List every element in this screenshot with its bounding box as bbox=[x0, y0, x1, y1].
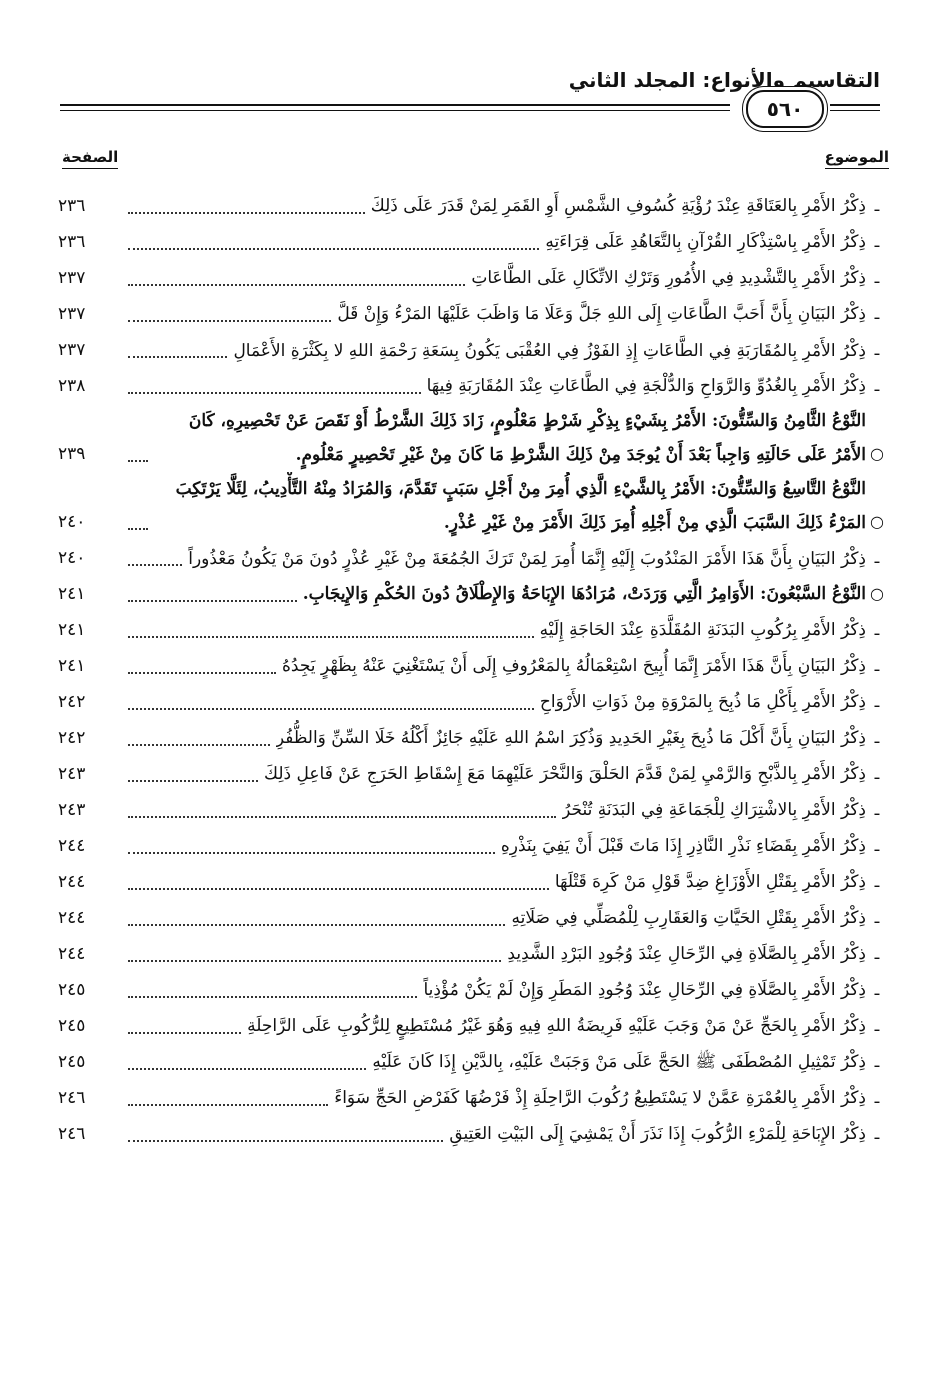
table-of-contents bbox=[58, 188, 888, 1152]
toc-page-number: ٢٤٣ bbox=[58, 800, 86, 820]
toc-page-number: ٢٤٠ bbox=[58, 548, 86, 568]
toc-entry-text: النَّوْعُ التَّاسِعُ وَالسِّتُّونَ: الأَمْرُ بِالشَّيْءِ الَّذِي أُمِرَ مِنْ أَجْلِ سَبَبٍ تَقَدَّمَ، وَالمُرَادُ مِنْهُ التَّأْدِيبُ، لِئَلَّا يَرْتَكِبَ المَرْءُ ذَلِكَ السَّبَبَ الَّذِي مِنْ أَجْلِهِ أُمِرَ ذَلِكَ الأَمْرَ مِنْ غَيْرِ عُذْرٍ. bbox=[175, 479, 866, 533]
toc-item-row bbox=[58, 260, 888, 296]
toc-entry-text: ذِكْرُ الأَمْرِ بِقَضَاءِ نَذْرِ النَّاذِرِ إِذَا مَاتَ قَبْلَ أَنْ يَفِيَ بِنَذْرِهِ bbox=[500, 836, 866, 856]
dot-leader bbox=[128, 248, 539, 250]
toc-entry-text: ذِكْرُ الأَمْرِ بِالعَتَاقَةِ عِنْدَ رُؤْيَةِ كُسُوفِ الشَّمْسِ أَوِ القَمَرِ لِمَنْ قَدَرَ عَلَى ذَلِكَ bbox=[370, 196, 866, 216]
dot-leader bbox=[128, 888, 549, 890]
toc-page-number: ٢٤٥ bbox=[58, 1052, 86, 1072]
toc-entry-text: ذِكْرُ الأَمْرِ بِالتَّشْدِيدِ فِي الأُمُورِ وَتَرْكِ الاتِّكَالِ عَلَى الطَّاعَاتِ bbox=[471, 268, 866, 288]
toc-item-row bbox=[58, 684, 888, 720]
item-dash-icon: ـ bbox=[874, 872, 880, 891]
dot-leader bbox=[128, 996, 417, 998]
toc-item-row bbox=[58, 612, 888, 648]
toc-item-row bbox=[58, 540, 888, 576]
toc-item-row bbox=[58, 1116, 888, 1152]
toc-entry-text: النَّوْعُ السَّبْعُونَ: الأَوَامِرُ الَّتِي وَرَدَتْ، مُرَادُهَا الإِبَاحَةُ وَالإِطْلَاقُ دُونَ الحُكْمِ وَالإِيجَابِ. bbox=[302, 584, 866, 604]
toc-item-row bbox=[58, 224, 888, 260]
toc-item-row bbox=[58, 1080, 888, 1116]
dot-leader bbox=[128, 460, 148, 462]
item-dash-icon: ـ bbox=[874, 620, 880, 639]
dot-leader bbox=[128, 356, 227, 358]
toc-entry-text: ذِكْرُ البَيَانِ بِأَنَّ هَذَا الأَمْرَ إِنَّمَا أُبِيحَ اسْتِعْمَالُهُ بِالمَعْرُوفِ إِلَى أَنْ يَسْتَغْنِيَ عَنْهُ بِظَهْرٍ يَجِدُهُ bbox=[281, 656, 866, 676]
item-dash-icon: ـ bbox=[874, 304, 880, 323]
dot-leader bbox=[128, 1140, 443, 1142]
column-header-page: الصفحة bbox=[62, 148, 118, 166]
toc-item-row bbox=[58, 1044, 888, 1080]
toc-item-row bbox=[58, 368, 888, 404]
toc-section-row bbox=[58, 576, 888, 612]
toc-page-number: ٢٤٠ bbox=[58, 512, 86, 532]
toc-entry-text: ذِكْرُ الأَمْرِ بِالعُمْرَةِ عَمَّنْ لا يَسْتَطِيعُ رُكُوبَ الرَّاحِلَةِ إِذْ فَرْضُهَا كَفَرْضِ الحَجِّ سَوَاءً bbox=[334, 1088, 866, 1108]
toc-entry-text: ذِكْرُ البَيَانِ بِأَنَّ أَكْلَ مَا ذُبِحَ بِغَيْرِ الحَدِيدِ وَذُكِرَ اسْمُ اللهِ عَلَيْهِ جَائِزٌ أَكْلُهُ خَلَا السِّنِّ وَالظُّفُرِ bbox=[275, 728, 866, 748]
item-dash-icon: ـ bbox=[874, 268, 880, 287]
toc-entry-text: ذِكْرُ الأَمْرِ بِرُكُوبِ البَدَنَةِ المُقَلَّدَةِ عِنْدَ الحَاجَةِ إِلَيْهِ bbox=[539, 620, 866, 640]
toc-entry-text: ذِكْرُ الأَمْرِ بِالذَّبْحِ وَالرَّمْيِ لِمَنْ قَدَّمَ الحَلْقَ وَالنَّحْرَ عَلَيْهِمَا مَعَ إِسْقَاطِ الحَرَجِ عَنْ فَاعِلِ ذَلِكَ bbox=[264, 764, 866, 784]
toc-page-number: ٢٤٤ bbox=[58, 836, 86, 856]
toc-item-row bbox=[58, 332, 888, 368]
item-dash-icon: ـ bbox=[874, 764, 880, 783]
toc-page-number: ٢٣٧ bbox=[58, 340, 86, 360]
toc-page-number: ٢٤٥ bbox=[58, 1016, 86, 1036]
item-dash-icon: ـ bbox=[874, 800, 880, 819]
toc-item-row bbox=[58, 1008, 888, 1044]
toc-page-number: ٢٤١ bbox=[58, 656, 86, 676]
item-dash-icon: ـ bbox=[874, 692, 880, 711]
toc-page-number: ٢٤١ bbox=[58, 620, 86, 640]
toc-page-number: ٢٣٦ bbox=[58, 232, 86, 252]
page-number: ٥٦٠ bbox=[746, 90, 824, 128]
toc-item-row bbox=[58, 972, 888, 1008]
toc-entry-text: ذِكْرُ البَيَانِ بِأَنَّ هَذَا الأَمْرَ المَنْدُوبَ إِلَيْهِ إِنَّمَا أُمِرَ لِمَنْ تَرَكَ الجُمُعَةَ مِنْ غَيْرِ عُذْرٍ دُونَ مَنْ يَكُونُ مَعْذُوراً bbox=[188, 549, 866, 569]
dot-leader bbox=[128, 960, 501, 962]
item-dash-icon: ـ bbox=[874, 908, 880, 927]
item-dash-icon: ـ bbox=[874, 1052, 880, 1071]
toc-page-number: ٢٤٦ bbox=[58, 1088, 86, 1108]
dot-leader bbox=[128, 392, 421, 394]
dot-leader bbox=[128, 1032, 241, 1034]
toc-page-number: ٢٣٨ bbox=[58, 376, 86, 396]
page-header bbox=[60, 68, 880, 128]
dot-leader bbox=[128, 320, 331, 322]
book-title: التقاسيم والأنواع: المجلد الثاني bbox=[568, 68, 880, 92]
toc-page-number: ٢٤٤ bbox=[58, 872, 86, 892]
item-dash-icon: ـ bbox=[874, 836, 880, 855]
toc-entry-text: ذِكْرُ الأَمْرِ بِالصَّلَاةِ فِي الرِّحَالِ عِنْدَ وُجُودِ البَرْدِ الشَّدِيدِ bbox=[507, 944, 866, 964]
toc-entry-text: ذِكْرُ الأَمْرِ بِالاشْتِرَاكِ لِلْجَمَاعَةِ فِي البَدَنَةِ تُنْحَرُ bbox=[562, 800, 866, 820]
toc-entry-text: ذِكْرُ الأَمْرِ بِاسْتِذْكَارِ القُرْآنِ بِالتَّعَاهُدِ عَلَى قِرَاءَتِهِ bbox=[545, 232, 866, 252]
toc-entry-text: النَّوْعُ الثَّامِنُ وَالسِّتُّونَ: الأَمْرُ بِشَيْءٍ بِذِكْرِ شَرْطٍ مَعْلُومٍ، زَادَ ذَلِكَ الشَّرْطُ أَوْ نَقَصَ عَنْ تَحْصِيرِهِ، كَانَ الأَمْرُ عَلَى حَالَتِهِ وَاجِباً بَعْدَ أَنْ يُوجَدَ مِنْ ذَلِكَ الشَّرْطِ مَا كَانَ مِنْ غَيْرِ تَحْصِيرٍ مَعْلُومٍ. bbox=[188, 411, 866, 465]
dot-leader bbox=[128, 1068, 366, 1070]
dot-leader bbox=[128, 816, 556, 818]
toc-item-row bbox=[58, 188, 888, 224]
toc-item-row bbox=[58, 900, 888, 936]
toc-entry-text: ذِكْرُ الأَمْرِ بِالحَجِّ عَنْ مَنْ وَجَبَ عَلَيْهِ فَرِيضَةُ اللهِ فِيهِ وَهُوَ غَيْرُ مُسْتَطِيعٍ لِلرُّكُوبِ عَلَى الرَّاحِلَةِ bbox=[247, 1016, 866, 1036]
toc-page-number: ٢٣٦ bbox=[58, 196, 86, 216]
toc-page-number: ٢٤٦ bbox=[58, 1124, 86, 1144]
toc-entry-text: ذِكْرُ الأَمْرِ بِقَتْلِ الأَوْزَاغِ ضِدَّ قَوْلِ مَنْ كَرِهَ قَتْلَهَا bbox=[554, 872, 866, 892]
dot-leader bbox=[128, 1104, 328, 1106]
section-marker-icon: ○ bbox=[870, 584, 884, 603]
toc-page-number: ٢٣٧ bbox=[58, 268, 86, 288]
dot-leader bbox=[128, 852, 495, 854]
item-dash-icon: ـ bbox=[874, 980, 880, 999]
toc-item-row bbox=[58, 828, 888, 864]
toc-entry-text: ذِكْرُ البَيَانِ بِأَنَّ أَحَبَّ الطَّاعَاتِ إِلَى اللهِ جَلَّ وَعَلَا مَا وَاظَبَ عَلَيْهَا المَرْءُ وَإِنْ قَلَّ bbox=[337, 304, 866, 324]
toc-page-number: ٢٤٥ bbox=[58, 980, 86, 1000]
toc-entry-text: ذِكْرُ الأَمْرِ بِالغُدُوِّ وَالرَّوَاحِ وَالدُّلْجَةِ فِي الطَّاعَاتِ عِنْدَ المُقَارَبَةِ فِيهَا bbox=[426, 376, 866, 396]
toc-page-number: ٢٣٩ bbox=[58, 444, 86, 464]
toc-page-number: ٢٤٤ bbox=[58, 944, 86, 964]
toc-item-row bbox=[58, 296, 888, 332]
item-dash-icon: ـ bbox=[874, 548, 880, 567]
toc-item-row bbox=[58, 648, 888, 684]
item-dash-icon: ـ bbox=[874, 728, 880, 747]
toc-page-number: ٢٤٣ bbox=[58, 764, 86, 784]
item-dash-icon: ـ bbox=[874, 1088, 880, 1107]
dot-leader bbox=[128, 924, 505, 926]
toc-entry-text: ذِكْرُ الإِبَاحَةِ لِلْمَرْءِ الرُّكُوبَ إِذَا نَذَرَ أَنْ يَمْشِيَ إِلَى البَيْتِ العَتِيقِ bbox=[449, 1124, 866, 1144]
toc-page-number: ٢٤٢ bbox=[58, 692, 86, 712]
section-marker-icon: ○ bbox=[870, 444, 884, 463]
toc-page-number: ٢٤١ bbox=[58, 584, 86, 604]
dot-leader bbox=[128, 212, 365, 214]
header-rule bbox=[60, 110, 730, 111]
toc-item-row bbox=[58, 792, 888, 828]
header-rule bbox=[830, 104, 880, 106]
toc-item-row bbox=[58, 864, 888, 900]
header-rule bbox=[830, 110, 880, 111]
toc-page-number: ٢٣٧ bbox=[58, 304, 86, 324]
column-header-subject: الموضوع bbox=[825, 148, 889, 166]
section-marker-icon: ○ bbox=[870, 512, 884, 531]
item-dash-icon: ـ bbox=[874, 656, 880, 675]
toc-section-row bbox=[58, 472, 888, 540]
toc-page-number: ٢٤٢ bbox=[58, 728, 86, 748]
toc-section-row bbox=[58, 404, 888, 472]
item-dash-icon: ـ bbox=[874, 1124, 880, 1143]
toc-item-row bbox=[58, 720, 888, 756]
item-dash-icon: ـ bbox=[874, 1016, 880, 1035]
toc-entry-text: ذِكْرُ الأَمْرِ بِأَكْلِ مَا ذُبِحَ بِالمَرْوَةِ مِنْ ذَوَاتِ الأَرْوَاحِ bbox=[539, 692, 866, 712]
item-dash-icon: ـ bbox=[874, 196, 880, 215]
dot-leader bbox=[128, 780, 258, 782]
item-dash-icon: ـ bbox=[874, 232, 880, 251]
item-dash-icon: ـ bbox=[874, 376, 880, 395]
toc-entry-text: ذِكْرُ تَمْثِيلِ المُصْطَفَى ﷺ الحَجَّ عَلَى مَنْ وَجَبَتْ عَلَيْهِ، بِالدَّيْنِ إِذَا كَانَ عَلَيْهِ bbox=[372, 1052, 866, 1072]
dot-leader bbox=[128, 528, 148, 530]
toc-entry-text: ذِكْرُ الأَمْرِ بِالصَّلَاةِ فِي الرِّحَالِ عِنْدَ وُجُودِ المَطَرِ وَإِنْ لَمْ يَكُنْ مُؤْذِياً bbox=[423, 980, 866, 1000]
toc-item-row bbox=[58, 936, 888, 972]
item-dash-icon: ـ bbox=[874, 340, 880, 359]
header-rule bbox=[60, 104, 730, 106]
toc-item-row bbox=[58, 756, 888, 792]
dot-leader bbox=[128, 636, 534, 638]
toc-page-number: ٢٤٤ bbox=[58, 908, 86, 928]
toc-entry-text: ذِكْرُ الأَمْرِ بِقَتْلِ الحَيَّاتِ وَالعَقَارِبِ لِلْمُصَلِّي فِي صَلَاتِهِ bbox=[511, 908, 866, 928]
item-dash-icon: ـ bbox=[874, 944, 880, 963]
dot-leader bbox=[128, 600, 297, 602]
dot-leader bbox=[128, 672, 276, 674]
dot-leader bbox=[128, 284, 465, 286]
dot-leader bbox=[128, 708, 534, 710]
dot-leader bbox=[128, 564, 182, 566]
toc-entry-text: ذِكْرُ الأَمْرِ بِالمُقَارَبَةِ فِي الطَّاعَاتِ إِذِ الفَوْزُ فِي العُقْبَى يَكُونُ بِسَعَةِ رَحْمَةِ اللهِ لا بِكَثْرَةِ الأَعْمَالِ bbox=[233, 341, 866, 361]
dot-leader bbox=[128, 744, 270, 746]
